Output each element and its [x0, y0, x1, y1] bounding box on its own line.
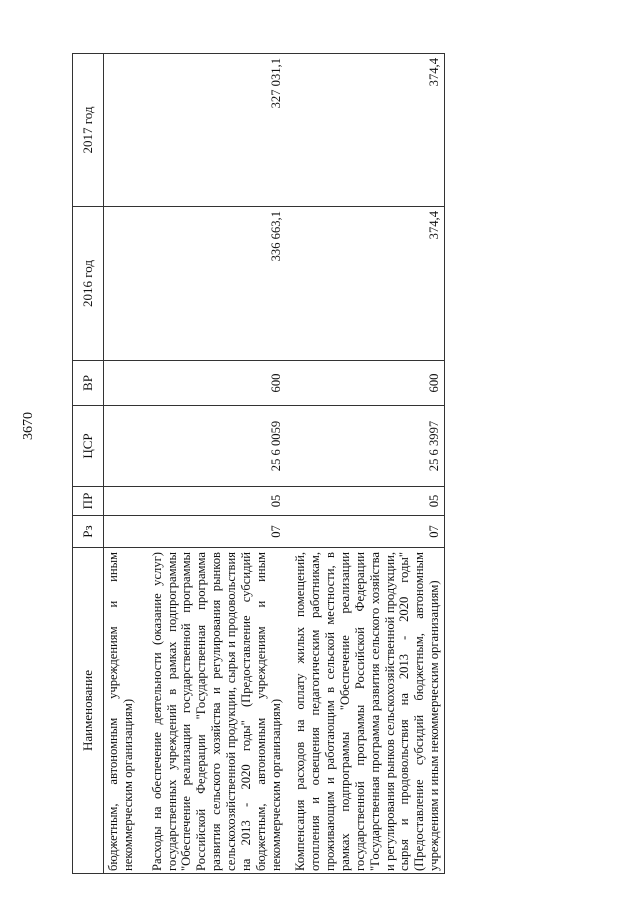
row-csr: [104, 406, 142, 487]
row-2016: 336 663,1: [142, 207, 286, 361]
budget-table: [72, 53, 445, 874]
row-2017: 327 031,1: [142, 54, 286, 207]
row-2016: 374,4: [285, 207, 444, 361]
row-pr: 05: [142, 487, 286, 516]
row-pr: [104, 487, 142, 516]
row-name: Компенсация расходов на оплату жилых помещений, отопления и освещения педагогическим работникам, проживающим и работающим в сельской местности, в рамках подпрограммы "Обеспечение реализации государственной программы Российской Федерации "Государственная программа развития сельского хозяйства и регулирования рынков сельскохозяйственной продукции, сырья и продовольствия на 2013 - 2020 годы" (Предоставление субсидий бюджетным, автономным учреждениям и иным некоммерческим организациям): [285, 548, 444, 874]
row-name: Расходы на обеспечение деятельности (оказание услуг) государственных учреждений в рамках подпрограммы "Обеспечение реализации государственной программы Российской Федерации "Государственная программа развития сельского хозяйства и регулирования рынков сельскохозяйственной продукции, сырья и продовольствия на 2013 - 2020 годы" (Предоставление субсидий бюджетным, автономным учреждениям и иным некоммерческим организациям): [142, 548, 286, 874]
row-csr: 25 6 3997: [285, 406, 444, 487]
row-2016: [104, 207, 142, 361]
table-row: [285, 54, 444, 874]
row-rz: 07: [142, 516, 286, 548]
row-rz: [104, 516, 142, 548]
header-vr: ВР: [73, 361, 104, 406]
header-2017: 2017 год: [73, 54, 104, 207]
row-rz: 07: [285, 516, 444, 548]
table-header-row: [73, 54, 104, 874]
header-pr: ПР: [73, 487, 104, 516]
header-rz: Рз: [73, 516, 104, 548]
header-csr: ЦСР: [73, 406, 104, 487]
table-row: [104, 54, 142, 874]
rotated-table-wrapper: [72, 54, 604, 874]
header-name: Наименование: [73, 548, 104, 874]
row-name: бюджетным, автономным учреждениям и иным некоммерческим организациям): [104, 548, 142, 874]
row-pr: 05: [285, 487, 444, 516]
row-vr: [104, 361, 142, 406]
row-2017: 374,4: [285, 54, 444, 207]
row-vr: 600: [142, 361, 286, 406]
row-csr: 25 6 0059: [142, 406, 286, 487]
row-2017: [104, 54, 142, 207]
header-2016: 2016 год: [73, 207, 104, 361]
table-row: [142, 54, 286, 874]
row-vr: 600: [285, 361, 444, 406]
page-number: 3670: [21, 412, 36, 440]
